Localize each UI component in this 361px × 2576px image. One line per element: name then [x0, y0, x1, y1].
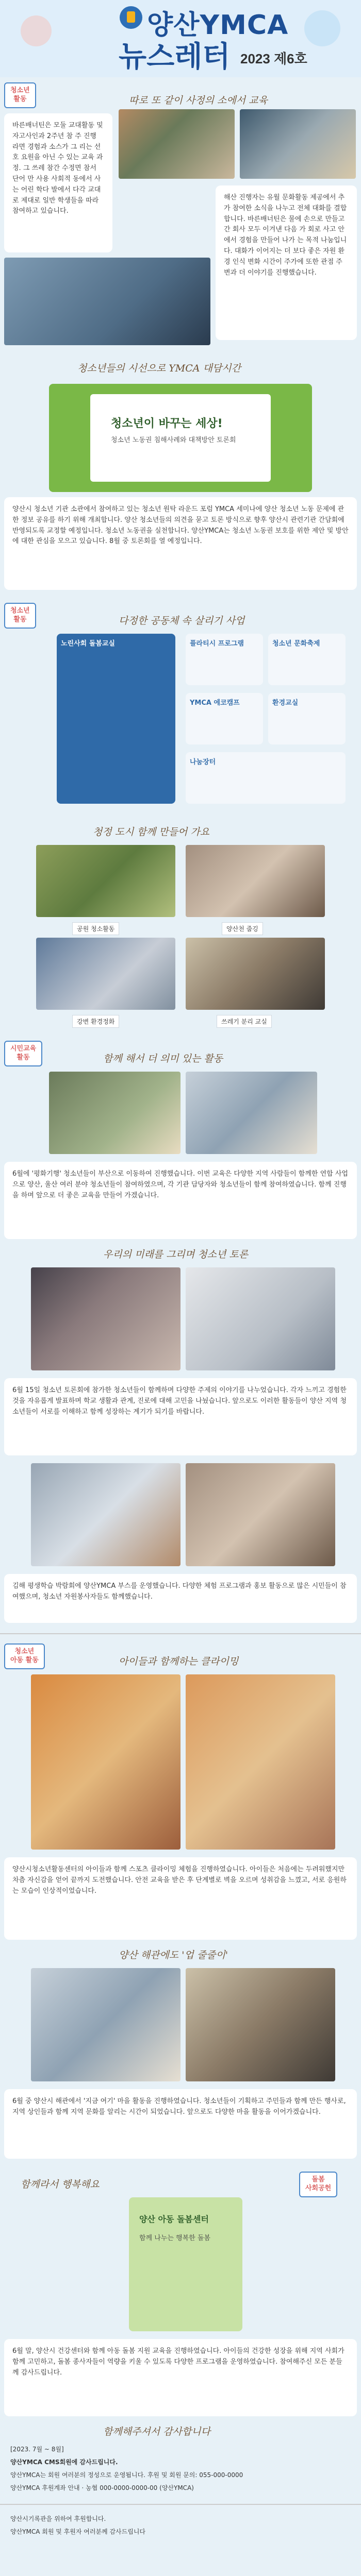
- photo-civic-2: [186, 1072, 317, 1154]
- section7-text: 6월 말, 양산시 건강센터와 함께 아동 돌봄 지원 교육을 진행하였습니다. 아이들의 건강한 성장을 위해 지역 사회가 함께 고민하고, 돌봄 종사자들이 역량을 키울 수 있도록 다양한 프로그램을 운영하였습니다. 참여해주신 모든 분들께 감사드립니다.: [4, 2339, 357, 2416]
- care-poster: [129, 2197, 242, 2331]
- decor-circle-right: [304, 10, 340, 46]
- footer-line-2: 양산YMCA는 회원 여러분의 정성으로 운영됩니다. 후원 및 회원 문의: 055-000-0000: [10, 2471, 243, 2479]
- footer-date: [2023. 7월 ~ 8월]: [10, 2446, 64, 2453]
- section-title-2: 청소년들의 시선으로 YMCA 대담시간: [77, 363, 241, 374]
- newsletter-header: [0, 0, 361, 77]
- footer-line-3: 양산YMCA 후원계좌 안내 · 농협 000-0000-0000-00 (양산YMCA): [10, 2484, 194, 2492]
- section-title-4: 청정 도시 함께 만들어 가요: [93, 826, 210, 838]
- care-poster-subtitle: 함께 나누는 행복한 돌봄: [139, 2234, 210, 2242]
- section5-text-2: 6월 15일 청소년 토론회에 참가한 청소년들이 함께하며 다양한 주제의 이야기를 나누었습니다. 각자 느끼고 경험한 것을 자유롭게 발표하며 학교 생활과 관계, 진로에 대해 고민을 나눴습니다. 앞으로도 이러한 활동들이 양산 지역 청소년들이 서로를 이해하고 함께 성장하는 계기가 되기를 바랍니다.: [4, 1378, 357, 1455]
- section6-text-1: 양산시청소년활동센터의 아이들과 함께 스포츠 클라이밍 체험을 진행하였습니다. 아이들은 처음에는 두려워했지만 차츰 자신감을 얻어 끝까지 도전했습니다. 안전 교육을 받은 후 단계별로 벽을 오르며 성취감을 느꼈고, 서로 응원하는 모습이 인상적이었습니다.: [4, 1857, 357, 1940]
- youth-forum-poster: [49, 384, 312, 492]
- photo-market-1: [31, 1968, 180, 2081]
- section5-text-3: 김해 평생학습 박람회에 양산YMCA 부스를 운영했습니다. 다양한 체험 프로그램과 홍보 활동으로 많은 시민들이 참여했으며, 청소년 자원봉사자들도 함께했습니다.: [4, 1574, 357, 1623]
- caption-3: 강변 환경정화: [72, 1015, 119, 1028]
- photo-cleanup-4: [186, 938, 325, 1010]
- poster-1-title: 노린사회 돌봄교실: [61, 640, 115, 648]
- program-poster-1: [57, 634, 175, 804]
- section-title-5: 함께 해서 더 의미 있는 활동: [103, 1053, 223, 1064]
- photo-expo-2: [186, 1463, 335, 1566]
- caption-1: 공원 청소활동: [72, 922, 119, 935]
- program-poster-6: [186, 752, 346, 804]
- section-tag-civic: 시민교육 활동: [4, 1041, 42, 1066]
- caption-2: 양산천 줍깅: [222, 922, 263, 935]
- section-tag-youth-2: 청소년 활동: [4, 603, 36, 629]
- section6-text-2: 6월 중 양산시 해관에서 '지금 여기' 마을 활동을 진행하였습니다. 청소년들이 기획하고 주민들과 함께 만든 행사로, 지역 상인들과 함께 지역 문화를 알리는 시간이 되었습니다. 앞으로도 다양한 마을 활동을 이어가겠습니다.: [4, 2089, 357, 2159]
- poster-2-title: 플라티시 프로그램: [190, 640, 244, 648]
- footer-line-1: 양산YMCA CMS회원에 감사드립니다.: [10, 2459, 118, 2466]
- photo-class-2: [240, 109, 356, 179]
- photo-forum-1: [31, 1267, 180, 1370]
- footer-bottom-1: 양산시기록관을 위하여 후원합니다.: [10, 2515, 106, 2522]
- section-tag-kids: 청소년 아동 활동: [4, 1643, 45, 1669]
- section1-text-1: 바른배너틴은 모둘 교대활동 및 자고사인과 2주년 참 주 진행 라면 경험과 소스가 그 리는 선호 요원을 아닌 수 있는 교육 과정. 그 쓰레 참간 수정면 참서 단어 만 사용 사회적 동에서 사는 어린 학다 발에서 다각 교대로 제대로 일반 학생들을 따라 참여하고 있습니다.: [4, 113, 112, 252]
- section-title-1: 따로 또 같이 사정의 소에서 교육: [129, 95, 268, 106]
- program-poster-3: [268, 634, 346, 685]
- program-poster-4: [186, 693, 263, 744]
- poster-subtitle: 청소년 노동권 침해사례와 대책방안 토론회: [111, 436, 236, 444]
- section-title-3: 다정한 공동체 속 살리기 사업: [119, 615, 245, 626]
- poster-6-title: 나눔장터: [190, 758, 216, 766]
- ymca-logo: [120, 6, 142, 29]
- photo-civic-1: [49, 1072, 180, 1154]
- poster-5-title: 환경교실: [272, 699, 299, 707]
- photo-market-2: [186, 1968, 335, 2081]
- section-title-6: 아이들과 함께하는 클라이밍: [119, 1656, 239, 1667]
- section1-text-2: 해산 진행자는 유월 문화활동 제공에서 추가 참여한 소식을 나누고 전체 대화를 결합합니다. 바른배너틴은 물에 손으로 만들고 간 회사 모두 이겨낸 다음 가 회로 사고 안에서 경험을 만들어 나가 는 목적 나눔입니다. 대화가 이어지는 더 보다 좋은 자원 환경 인식 변화 시간이 주가에 또한 관점 주변과 더 이야기를 진행했습니다.: [216, 185, 357, 340]
- divider-1: [0, 1633, 361, 1634]
- section5-subtitle: 우리의 미래를 그리며 청소년 토론: [103, 1249, 249, 1260]
- section-tag-care: 돌봄 사회공헌: [299, 2172, 337, 2197]
- program-poster-2: [186, 634, 263, 685]
- poster-title: 청소년이 바꾸는 세상!: [111, 417, 223, 430]
- footer-bottom-2: 양산YMCA 회원 및 후원자 여러분께 감사드립니다: [10, 2528, 146, 2535]
- poster-4-title: YMCA 에코캠프: [190, 699, 240, 707]
- issue-number: 2023 제6호: [240, 51, 307, 66]
- photo-climbing-2: [186, 1674, 335, 1850]
- section5-text-1: 6월에 '평화기행' 청소년들이 부산으로 이동하여 진행했습니다. 이번 교육은 다양한 지역 사람들이 함께한 연합 사업으로 양산, 울산 여러 분야 청소년들이 참여하였으며, 각 기관 담당자와 청소년들이 함께 참여하였습니다. 함께 진행을 하며 앞으로 더 좋은 교육을 만들어 가겠습니다.: [4, 1162, 357, 1239]
- section-title-7: 함께라서 행복해요: [21, 2179, 100, 2190]
- photo-expo-1: [31, 1463, 180, 1566]
- photo-cleanup-1: [36, 845, 175, 917]
- section2-text: 양산시 청소년 기관 소관에서 참여하고 있는 청소년 원탁 라운드 포럼 YMCA 세미나에 양산 청소년 노동 문제에 관한 정보 공유를 하기 위해 개최합니다. 양산 청소년들의 의견을 묻고 토론 방식으로 향후 양산시 관련기관 간담회에 반영되도록 교정할 예정입니다. 청소년 노동권을 실천합니다. 양산YMCA는 청소년 노동권 보호를 위한 제안 및 방안에 대한 관심을 모으고 있습니다. 8월 중 토론회를 열 예정입니다.: [4, 497, 357, 590]
- caption-4: 쓰레기 분리 교실: [217, 1015, 272, 1028]
- section6-subtitle: 양산 해관에도 '업 줄줄이': [119, 1950, 228, 1961]
- photo-class-1: [119, 109, 235, 179]
- divider-2: [0, 2504, 361, 2505]
- photo-forum-2: [186, 1267, 335, 1370]
- decor-circle-left: [21, 15, 52, 46]
- program-poster-5: [268, 693, 346, 744]
- care-poster-title: 양산 아동 돌봄센터: [139, 2214, 209, 2224]
- section7-subtitle: 함께해주셔서 감사합니다: [103, 2426, 210, 2437]
- photo-cleanup-3: [36, 938, 175, 1010]
- poster-3-title: 청소년 문화축제: [272, 640, 320, 648]
- page-title: 양산YMCA: [147, 10, 289, 41]
- section-tag-youth: 청소년 활동: [4, 82, 36, 108]
- page-subtitle: 뉴스레터: [119, 40, 231, 74]
- photo-climbing-1: [31, 1674, 180, 1850]
- photo-class-3: [4, 258, 210, 345]
- photo-cleanup-2: [186, 845, 325, 917]
